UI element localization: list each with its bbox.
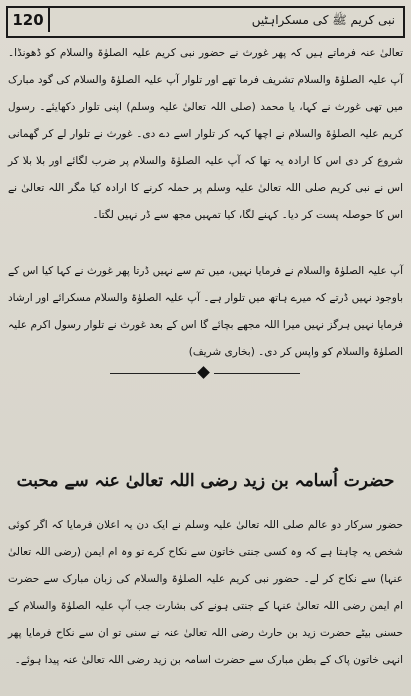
page-header <box>6 6 405 38</box>
diamond-ornament-icon <box>197 366 210 379</box>
divider-line-left <box>110 373 196 374</box>
page-number: 120 <box>8 8 50 32</box>
running-title: نبی کریم ﷺ کی مسکراہٹیں <box>251 13 395 27</box>
divider-line-right <box>214 373 300 374</box>
paragraph-umm-ayman: حضور سرکار دو عالم صلی اللہ تعالیٰ علیہ وسلم نے ایک دن یہ اعلان فرمایا کہ اگر کوئی شخص یہ چاہتا ہے کہ وہ کسی جنتی خاتون سے نکاح کرے تو وہ ام ایمن (رضی اللہ تعالیٰ عنہا) سے نکاح کر لے۔ حضور نبی کریم علیہ الصلوٰۃ والسلام کی زبان مبارک سے حضرت ام ایمن رضی اللہ تعالیٰ عنہا کے جنتی ہونے کی بشارت جب آپ علیہ الصلوٰۃ والسلام کے حسنی بیٹے حضرت زید بن حارث رضی اللہ تعالیٰ عنہ نے سنی تو ان سے نکاح فرمایا پھر انہی خاتون پاک کے بطن مبارک سے حضرت اسامہ بن زید رضی اللہ تعالیٰ عنہ پیدا ہوئے۔ <box>8 519 403 666</box>
section-heading: حضرت اُسامہ بن زید رضی اللہ تعالیٰ عنہ سے محبت <box>16 471 395 491</box>
paragraph-ghaurath-sword: تعالیٰ عنہ فرماتے ہیں کہ پھر غورث نے حضور نبی کریم علیہ الصلوٰۃ والسلام کو ڈھونڈا۔ آپ علیہ الصلوٰۃ والسلام تشریف فرما تھے اور تلوار آپ علیہ الصلوٰۃ والسلام کی گود مبارک میں تھی غورث نے کہا، یا محمد (صلی اللہ تعالیٰ علیہ وسلم) اپنی تلوار دکھایئے۔ رسول کریم علیہ الصلوٰۃ والسلام نے اچھا کہہ کر تلوار اسے دے دی۔ غورث نے تلوار لے کر گھمانی شروع کر دی اس کا ارادہ یہ تھا کہ آپ علیہ الصلوٰۃ والسلام پر ضرب لگائے اور بلا بلا کر اس نے نبی کریم صلی اللہ تعالیٰ علیہ وسلم پر حملہ کرنے کا ارادہ کیا مگر اللہ تعالیٰ نے اس کا حوصلہ پست کر دیا۔ کہنے لگا، کیا تمہیں مجھ سے ڈر نہیں لگتا۔ <box>8 47 403 221</box>
paragraph-prophet-smiled: آپ علیہ الصلوٰۃ والسلام نے فرمایا نہیں، میں تم سے نہیں ڈرتا پھر غورث نے کہا کیا اس کے باوجود نہیں ڈرتے کہ میرے ہاتھ میں تلوار ہے۔ آپ علیہ الصلوٰۃ والسلام مسکرائے اور ارشاد فرمایا نہیں ہرگز نہیں میرا اللہ مجھے بچائے گا اس کے بعد غورث نے تلوار رسول اکرم علیہ الصلوٰۃ والسلام کو واپس کر دی۔ (بخاری شریف) <box>8 265 403 358</box>
section-divider <box>0 368 411 380</box>
